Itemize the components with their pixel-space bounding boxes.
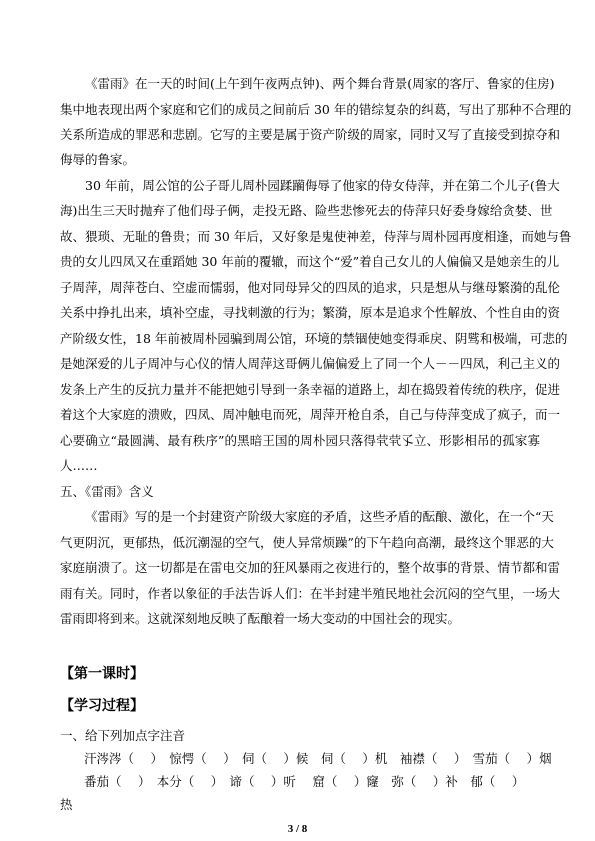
lesson-heading: 【第一课时】 <box>60 666 144 682</box>
paragraph-2-line: 子周萍，周萍苍白、空虚而懦弱，他对同母异父的四凤的追求，只是想从与继母繁漪的乱伦 <box>60 280 561 295</box>
paragraph-2-line: 海)出生三天时抛弃了他们母子俩，走投无路、险些悲惨死去的侍萍只好委身嫁给贪婪、世 <box>60 203 553 218</box>
paragraph-2-line: 30 年前，周公馆的公子哥儿周朴园蹂躏侮辱了他家的侍女侍萍，并在第二个儿子(鲁大 <box>85 178 560 193</box>
paragraph-2-line: 着这个大家庭的溃败，四凤、周冲触电而死，周萍开枪自杀，自己与侍萍变成了疯子，而一 <box>60 407 561 422</box>
paragraph-2-line: 关系中挣扎出来，填补空虚，寻找刺激的行为；繁漪，原本是追求个性解放、个性自由的资 <box>60 305 561 320</box>
paragraph-1-line: 侮辱的鲁家。 <box>60 152 136 167</box>
paragraph-3-line: 家庭崩溃了。这一切都是在雷电交加的狂风暴雨之夜进行的，整个故事的背景、情节都和雷 <box>60 560 561 575</box>
paragraph-3-line: 雨有关。同时，作者以象征的手法告诉人们：在半封建半殖民地社会沉闷的空气里，一场大 <box>60 586 561 601</box>
page-number: 3 / 8 <box>287 823 308 835</box>
exercise-line: 汗涔涔（ ） 惊愕（ ） 伺（ ）候 伺（ ）机 袖襟（ ） 雪茄（ ）烟 <box>84 751 552 766</box>
paragraph-3-line: 《雷雨》写的是一个封建资产阶级大家庭的矛盾，这些矛盾的酝酿、激化，在一个“天 <box>85 509 554 524</box>
paragraph-2-line: 故、猥琐、无耻的鲁贵；而 30 年后，又好象是鬼使神差，侍萍与周朴园再度相逢，而她与鲁 <box>60 229 572 244</box>
paragraph-2-line: 是她深爱的儿子周冲与心仪的情人周萍这哥俩儿偏偏爱上了同一个人－－四凤，利己主义的 <box>60 356 561 371</box>
exercise-line: 热 <box>60 797 73 812</box>
paragraph-3-line: 雷雨即将到来。这就深刻地反映了酝酿着一场大变动的中国社会的现实。 <box>60 611 461 626</box>
paragraph-2-line: 产阶级女性，18 年前被周朴园骗到周公馆，环境的禁锢使她变得乖戾、阴骘和极端，可悲的 <box>60 331 568 346</box>
section-five-heading: 五、《雷雨》含义 <box>60 484 154 499</box>
exercise-line: 番茄（ ） 本分（ ） 谛（ ）听 窟（ ）窿 弥（ ）补 郁（ ） <box>84 774 525 789</box>
paragraph-1-line: 《雷雨》在一天的时间(上午到午夜两点钟)、两个舞台背景(周家的客厅、鲁家的住房) <box>85 76 555 91</box>
paragraph-1-line: 集中地表现出两个家庭和它们的成员之间前后 30 年的错综复杂的纠葛，写出了那种不合理的 <box>60 102 572 117</box>
paragraph-2-line: 发条上产生的反抗力量并不能把她引导到一条幸福的道路上，却在捣毁着传统的秩序，促进 <box>60 382 561 397</box>
paragraph-2-line: 人…… <box>60 458 98 473</box>
paragraph-2-line: 心要确立“最圆满、最有秩序”的黑暗王国的周朴园只落得茕茕孓立、形影相吊的孤家寡 <box>60 433 540 448</box>
paragraph-2-line: 贵的女儿四凤又在重蹈她 30 年前的覆辙，而这个“爱”着自己女儿的人偏偏又是她亲生的儿 <box>60 254 560 269</box>
paragraph-3-line: 气更阴沉，更郁热，低沉潮湿的空气，使人异常烦躁”的下午趋向高潮，最终这个罪恶的大 <box>60 535 554 550</box>
paragraph-1-line: 关系所造成的罪恶和悲剧。它写的主要是属于资产阶级的周家，同时又写了直接受到掠夺和 <box>60 127 561 142</box>
exercise-heading: 一、给下列加点字注音 <box>60 728 186 743</box>
process-heading: 【学习过程】 <box>60 698 144 714</box>
